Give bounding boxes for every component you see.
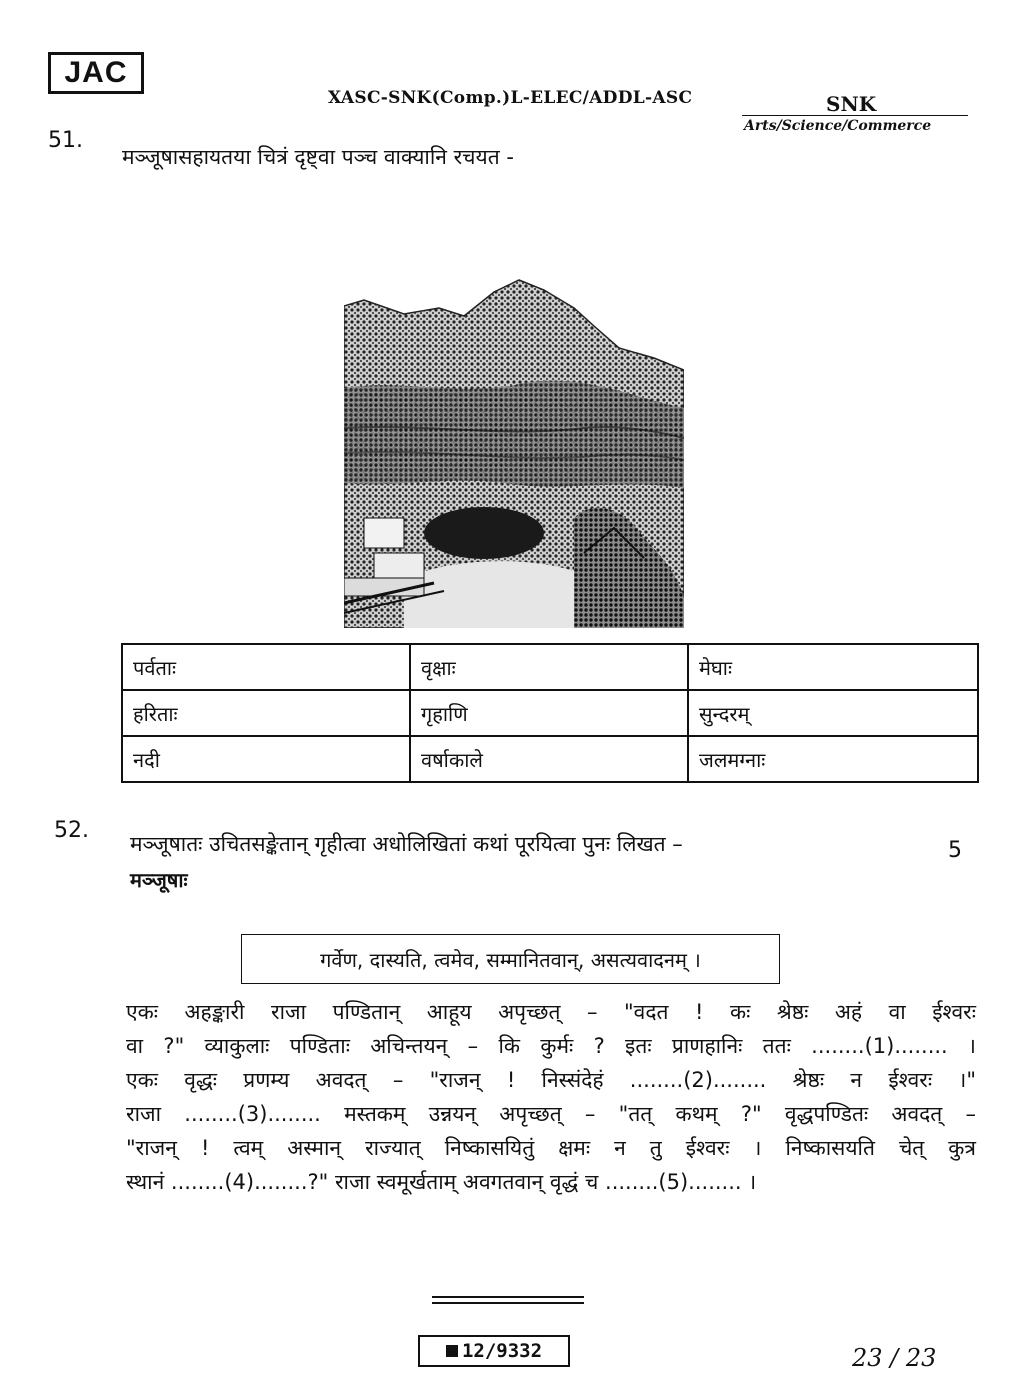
passage-line: स्थानं ........(4)........?" राजा स्वमूर्खताम् अवगतवान् वृद्धं च ........(5)........ । <box>126 1170 757 1194</box>
page-number: 23 / 23 <box>852 1344 937 1372</box>
subject-underline <box>742 115 968 116</box>
table-row <box>122 690 978 736</box>
paper-code: XASC-SNK(Comp.)L-ELEC/ADDL-ASC <box>328 88 693 108</box>
page-code-box <box>418 1335 570 1367</box>
word-box-words: गर्वेण, दास्यति, त्वमेव, सम्मानितवान्, असत्यवादनम् । <box>320 947 701 972</box>
question-52-number: 52. <box>54 818 89 843</box>
end-divider <box>432 1296 584 1298</box>
question-52-instruction: मञ्जूषातः उचितसङ्केतान् गृहीत्वा अधोलिखितां कथां पूरयित्वा पुनः लिखत – <box>130 832 683 856</box>
table-cell: वर्षाकाले <box>410 736 688 782</box>
table-cell: गृहाणि <box>410 690 688 736</box>
subject-code: SNK <box>826 92 877 116</box>
board-logo-jac: JAC <box>48 52 144 94</box>
table-cell: पर्वताः <box>122 644 410 690</box>
end-divider <box>432 1302 584 1304</box>
table-cell: नदी <box>122 736 410 782</box>
table-cell: हरिताः <box>122 690 410 736</box>
table-cell: वृक्षाः <box>410 644 688 690</box>
page-code: 12/9332 <box>461 1340 543 1362</box>
vocabulary-table <box>121 643 979 783</box>
square-bullet-icon <box>446 1345 458 1357</box>
passage-line: "राजन् ! त्वम् अस्मान् राज्यात् निष्कासयितुं क्षमः न तु ईश्वरः । निष्कासयति चेत् कुत्र <box>126 1136 976 1160</box>
question-51-instruction: मञ्जूषासहायतया चित्रं दृष्ट्वा पञ्च वाक्यानि रचयत - <box>122 145 514 169</box>
hill-landscape-picture <box>344 278 684 628</box>
table-cell: सुन्दरम् <box>688 690 978 736</box>
passage-line: वा ?" व्याकुलाः पण्डिताः अचिन्तयन् – कि कुर्मः ? इतः प्राणहानिः ततः ........(1)........ । <box>126 1034 976 1058</box>
table-row <box>122 644 978 690</box>
passage-line: एकः वृद्धः प्रणम्य अवदत् – "राजन् ! निस्संदेहं ........(2)........ श्रेष्ठः न ईश्वरः ।" <box>126 1068 976 1092</box>
table-cell: जलमग्नाः <box>688 736 978 782</box>
story-passage <box>126 995 976 1199</box>
word-box <box>241 934 780 984</box>
table-row <box>122 736 978 782</box>
passage-line: राजा ........(3)........ मस्तकम् उन्नयन् अपृच्छत् – "तत् कथम् ?" वृद्धपण्डितः अवदत् – <box>126 1102 976 1126</box>
question-52-marks: 5 <box>948 838 962 863</box>
table-cell: मेघाः <box>688 644 978 690</box>
streams-label: Arts/Science/Commerce <box>744 118 932 134</box>
word-box-label: मञ्जूषाः <box>130 868 188 892</box>
passage-line: एकः अहङ्कारी राजा पण्डितान् आहूय अपृच्छत् – "वदत ! कः श्रेष्ठः अहं वा ईश्वरः <box>126 1000 976 1024</box>
question-51-number: 51. <box>48 128 83 153</box>
